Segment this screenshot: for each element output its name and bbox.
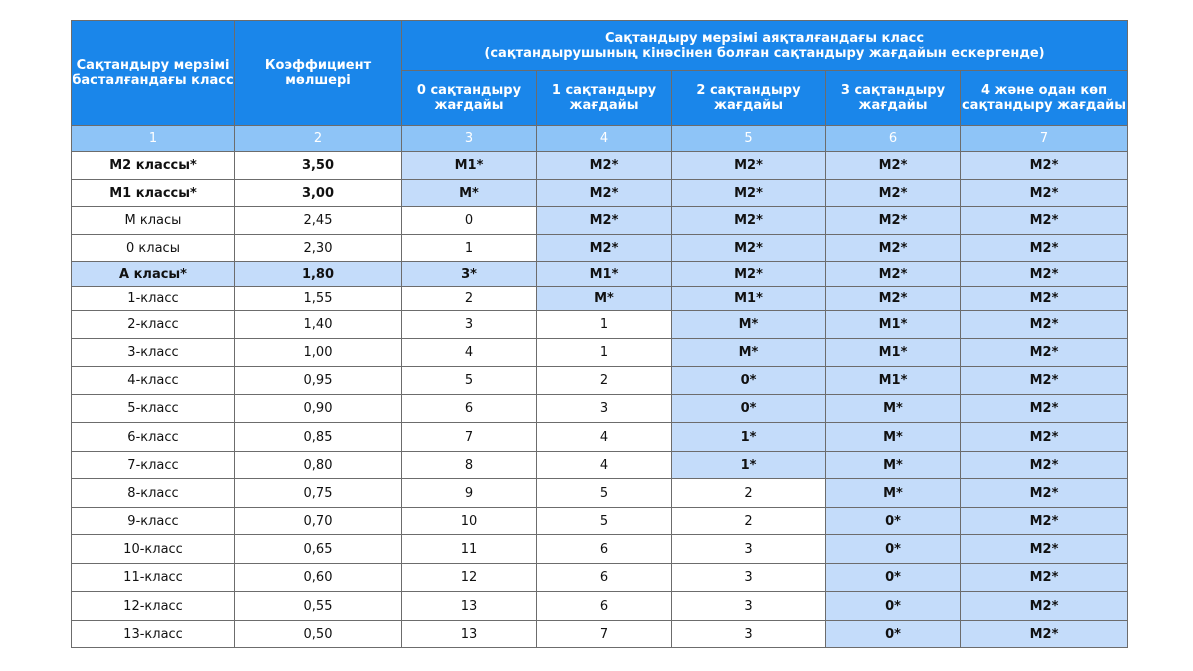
- table-row: [72, 262, 1128, 287]
- end-class-3-cell: 0*: [826, 592, 961, 621]
- end-class-0-cell: М1*: [402, 152, 537, 180]
- end-class-3-cell: М*: [826, 395, 961, 423]
- end-class-0-cell: 3*: [402, 262, 537, 287]
- end-class-1-cell: 1: [537, 339, 672, 367]
- end-class-2-cell: М*: [672, 339, 826, 367]
- end-class-2-cell: 3: [672, 535, 826, 564]
- end-class-3-cell: М2*: [826, 287, 961, 311]
- end-class-0-cell: 13: [402, 592, 537, 621]
- start-class-cell: 3-класс: [72, 339, 235, 367]
- header-4-plus-cases: 4 және одан көп сақтандыру жағдайы: [961, 71, 1128, 126]
- start-class-cell: А класы*: [72, 262, 235, 287]
- end-class-2-cell: М2*: [672, 207, 826, 235]
- end-class-4plus-cell: М2*: [961, 339, 1128, 367]
- coefficient-cell: 0,70: [235, 508, 402, 535]
- column-number: 5: [672, 126, 826, 152]
- end-class-1-cell: 7: [537, 621, 672, 648]
- end-class-2-cell: М1*: [672, 287, 826, 311]
- table-row: [72, 479, 1128, 508]
- start-class-cell: 13-класс: [72, 621, 235, 648]
- coefficient-cell: 2,45: [235, 207, 402, 235]
- coefficient-cell: 0,50: [235, 621, 402, 648]
- start-class-cell: 8-класс: [72, 479, 235, 508]
- coefficient-cell: 0,65: [235, 535, 402, 564]
- end-class-0-cell: 8: [402, 452, 537, 479]
- end-class-3-cell: М2*: [826, 262, 961, 287]
- coefficient-cell: 0,90: [235, 395, 402, 423]
- end-class-2-cell: 1*: [672, 452, 826, 479]
- end-class-0-cell: 2: [402, 287, 537, 311]
- end-class-0-cell: 12: [402, 564, 537, 592]
- table-body: [72, 152, 1128, 648]
- header-end-class-title: Сақтандыру мерзімі аяқталғандағы класс: [604, 30, 925, 46]
- end-class-1-cell: М1*: [537, 262, 672, 287]
- end-class-1-cell: 5: [537, 508, 672, 535]
- column-number: 7: [961, 126, 1128, 152]
- end-class-0-cell: 6: [402, 395, 537, 423]
- start-class-cell: 11-класс: [72, 564, 235, 592]
- end-class-0-cell: 5: [402, 367, 537, 395]
- end-class-3-cell: М2*: [826, 235, 961, 262]
- start-class-cell: 2-класс: [72, 311, 235, 339]
- end-class-2-cell: М2*: [672, 235, 826, 262]
- end-class-3-cell: М2*: [826, 207, 961, 235]
- table-row: [72, 287, 1128, 311]
- end-class-3-cell: М1*: [826, 311, 961, 339]
- coefficient-cell: 0,80: [235, 452, 402, 479]
- end-class-3-cell: 0*: [826, 621, 961, 648]
- end-class-4plus-cell: М2*: [961, 395, 1128, 423]
- table-row: [72, 180, 1128, 207]
- end-class-0-cell: М*: [402, 180, 537, 207]
- end-class-0-cell: 1: [402, 235, 537, 262]
- start-class-cell: 9-класс: [72, 508, 235, 535]
- end-class-1-cell: 1: [537, 311, 672, 339]
- end-class-4plus-cell: М2*: [961, 621, 1128, 648]
- table-row: [72, 339, 1128, 367]
- end-class-2-cell: 2: [672, 479, 826, 508]
- header-1-case: 1 сақтандыру жағдайы: [537, 71, 672, 126]
- table-row: [72, 367, 1128, 395]
- end-class-4plus-cell: М2*: [961, 508, 1128, 535]
- end-class-3-cell: М*: [826, 452, 961, 479]
- table-row: [72, 235, 1128, 262]
- end-class-2-cell: 0*: [672, 395, 826, 423]
- end-class-3-cell: М1*: [826, 339, 961, 367]
- coefficient-cell: 0,75: [235, 479, 402, 508]
- end-class-0-cell: 11: [402, 535, 537, 564]
- column-number: 1: [72, 126, 235, 152]
- end-class-4plus-cell: М2*: [961, 564, 1128, 592]
- end-class-1-cell: М2*: [537, 152, 672, 180]
- coefficient-cell: 1,80: [235, 262, 402, 287]
- end-class-2-cell: 2: [672, 508, 826, 535]
- start-class-cell: М класы: [72, 207, 235, 235]
- end-class-0-cell: 13: [402, 621, 537, 648]
- coefficient-cell: 3,50: [235, 152, 402, 180]
- end-class-2-cell: 0*: [672, 367, 826, 395]
- end-class-4plus-cell: М2*: [961, 287, 1128, 311]
- header-2-cases: 2 сақтандыру жағдайы: [672, 71, 826, 126]
- start-class-cell: 1-класс: [72, 287, 235, 311]
- end-class-4plus-cell: М2*: [961, 452, 1128, 479]
- insurance-class-table: [71, 20, 1128, 648]
- header-coefficient: Коэффициент мөлшері: [235, 21, 402, 126]
- end-class-3-cell: М*: [826, 423, 961, 452]
- end-class-2-cell: М2*: [672, 262, 826, 287]
- start-class-cell: 7-класс: [72, 452, 235, 479]
- end-class-3-cell: М1*: [826, 367, 961, 395]
- header-start-class: Сақтандыру мерзімі басталғандағы класс: [72, 21, 235, 126]
- table-row: [72, 564, 1128, 592]
- end-class-3-cell: М2*: [826, 180, 961, 207]
- column-number: 6: [826, 126, 961, 152]
- end-class-2-cell: М*: [672, 311, 826, 339]
- end-class-0-cell: 3: [402, 311, 537, 339]
- end-class-0-cell: 10: [402, 508, 537, 535]
- end-class-3-cell: 0*: [826, 535, 961, 564]
- column-number: 4: [537, 126, 672, 152]
- coefficient-cell: 1,00: [235, 339, 402, 367]
- coefficient-cell: 3,00: [235, 180, 402, 207]
- end-class-4plus-cell: М2*: [961, 262, 1128, 287]
- table-row: [72, 592, 1128, 621]
- column-number: 2: [235, 126, 402, 152]
- end-class-4plus-cell: М2*: [961, 311, 1128, 339]
- table-row: [72, 311, 1128, 339]
- end-class-1-cell: 6: [537, 592, 672, 621]
- end-class-4plus-cell: М2*: [961, 535, 1128, 564]
- coefficient-cell: 2,30: [235, 235, 402, 262]
- end-class-0-cell: 7: [402, 423, 537, 452]
- end-class-4plus-cell: М2*: [961, 180, 1128, 207]
- table-row: [72, 535, 1128, 564]
- end-class-1-cell: 6: [537, 535, 672, 564]
- header-3-cases: 3 сақтандыру жағдайы: [826, 71, 961, 126]
- end-class-1-cell: М*: [537, 287, 672, 311]
- end-class-1-cell: 3: [537, 395, 672, 423]
- table-row: [72, 452, 1128, 479]
- start-class-cell: 6-класс: [72, 423, 235, 452]
- column-number-row: [72, 126, 1128, 152]
- end-class-1-cell: 4: [537, 423, 672, 452]
- coefficient-cell: 0,60: [235, 564, 402, 592]
- end-class-1-cell: 4: [537, 452, 672, 479]
- header-end-class-group: [402, 21, 1128, 71]
- start-class-cell: 0 класы: [72, 235, 235, 262]
- end-class-2-cell: М2*: [672, 180, 826, 207]
- start-class-cell: 5-класс: [72, 395, 235, 423]
- end-class-1-cell: 6: [537, 564, 672, 592]
- end-class-1-cell: М2*: [537, 180, 672, 207]
- end-class-0-cell: 4: [402, 339, 537, 367]
- table-row: [72, 621, 1128, 648]
- start-class-cell: М1 классы*: [72, 180, 235, 207]
- end-class-3-cell: М*: [826, 479, 961, 508]
- end-class-4plus-cell: М2*: [961, 423, 1128, 452]
- end-class-4plus-cell: М2*: [961, 479, 1128, 508]
- table-row: [72, 395, 1128, 423]
- end-class-4plus-cell: М2*: [961, 235, 1128, 262]
- end-class-4plus-cell: М2*: [961, 592, 1128, 621]
- coefficient-cell: 1,55: [235, 287, 402, 311]
- end-class-2-cell: 3: [672, 621, 826, 648]
- header-end-class-subtitle: (сақтандырушының кінәсінен болған сақтандыру жағдайын ескергенде): [484, 45, 1045, 61]
- end-class-3-cell: 0*: [826, 508, 961, 535]
- table-row: [72, 152, 1128, 180]
- start-class-cell: М2 классы*: [72, 152, 235, 180]
- start-class-cell: 4-класс: [72, 367, 235, 395]
- start-class-cell: 10-класс: [72, 535, 235, 564]
- coefficient-cell: 0,95: [235, 367, 402, 395]
- end-class-4plus-cell: М2*: [961, 207, 1128, 235]
- end-class-1-cell: 2: [537, 367, 672, 395]
- end-class-2-cell: 3: [672, 564, 826, 592]
- end-class-2-cell: 3: [672, 592, 826, 621]
- header-0-cases: 0 сақтандыру жағдайы: [402, 71, 537, 126]
- end-class-1-cell: 5: [537, 479, 672, 508]
- column-number: 3: [402, 126, 537, 152]
- end-class-2-cell: 1*: [672, 423, 826, 452]
- table-row: [72, 423, 1128, 452]
- end-class-3-cell: 0*: [826, 564, 961, 592]
- end-class-3-cell: М2*: [826, 152, 961, 180]
- end-class-2-cell: М2*: [672, 152, 826, 180]
- start-class-cell: 12-класс: [72, 592, 235, 621]
- coefficient-cell: 0,85: [235, 423, 402, 452]
- end-class-4plus-cell: М2*: [961, 152, 1128, 180]
- table-row: [72, 508, 1128, 535]
- coefficient-cell: 1,40: [235, 311, 402, 339]
- end-class-0-cell: 9: [402, 479, 537, 508]
- end-class-4plus-cell: М2*: [961, 367, 1128, 395]
- coefficient-cell: 0,55: [235, 592, 402, 621]
- table-row: [72, 207, 1128, 235]
- end-class-0-cell: 0: [402, 207, 537, 235]
- end-class-1-cell: М2*: [537, 207, 672, 235]
- end-class-1-cell: М2*: [537, 235, 672, 262]
